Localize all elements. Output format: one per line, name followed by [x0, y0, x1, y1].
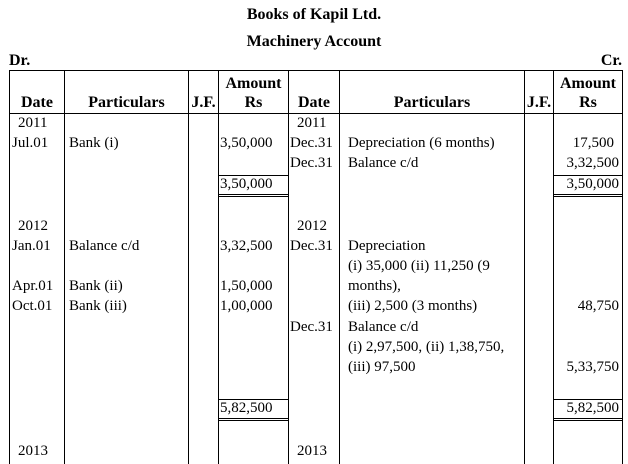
entry-date: Dec.31 [290, 319, 333, 335]
entry-date: Oct.01 [12, 298, 53, 314]
header-amount-unit: Rs [244, 94, 263, 111]
entry-date: Jan.01 [12, 238, 51, 254]
entry-date: Jul.01 [12, 135, 49, 151]
col-divider [9, 70, 10, 464]
company-title: Books of Kapil Ltd. [246, 6, 382, 23]
header-jf: J.F. [526, 94, 552, 111]
entry-amount: 3,32,500 [220, 238, 273, 254]
total-amount: 5,82,500 [220, 400, 273, 416]
year-label: 2011 [297, 115, 327, 131]
credit-label: Cr. [600, 52, 622, 69]
account-title: Machinery Account [246, 33, 382, 50]
entry-amount: 1,50,000 [220, 278, 273, 294]
entry-particulars: Depreciation [348, 238, 426, 254]
header-particulars: Particulars [88, 94, 165, 111]
entry-date: Apr.01 [12, 278, 54, 294]
header-amount: Amount [559, 75, 616, 92]
total-amount: 5,82,500 [566, 400, 619, 416]
total-amount: 3,50,000 [566, 176, 619, 192]
entry-particulars: Balance c/d [69, 238, 140, 254]
year-label: 2013 [297, 443, 327, 459]
entry-particulars: Bank (iii) [69, 298, 127, 314]
header-date: Date [298, 94, 330, 111]
entry-particulars: Bank (ii) [69, 278, 123, 294]
entry-particulars: Balance c/d [348, 319, 419, 335]
col-divider [339, 70, 340, 464]
entry-amount: 5,33,750 [566, 359, 619, 375]
year-label: 2012 [297, 218, 327, 234]
entry-particulars: Balance c/d [348, 155, 419, 171]
entry-date: Dec.31 [290, 135, 333, 151]
header-amount: Amount [225, 75, 282, 92]
header-date: Date [21, 94, 53, 111]
col-divider [288, 70, 289, 464]
entry-particulars: Bank (i) [69, 135, 119, 151]
entry-particulars-detail: (iii) 97,500 [348, 359, 416, 375]
col-divider [64, 70, 65, 464]
col-divider [188, 70, 189, 464]
total-amount: 3,50,000 [220, 176, 273, 192]
entry-amount: 48,750 [577, 298, 619, 314]
entry-particulars-detail: (i) 35,000 (ii) 11,250 (9 [348, 258, 490, 274]
entry-amount: 17,500 [572, 135, 614, 151]
year-label: 2011 [18, 115, 48, 131]
entry-particulars-detail: months), [348, 278, 401, 294]
entry-particulars-detail: (iii) 2,500 (3 months) [348, 298, 478, 314]
header-amount-unit: Rs [579, 94, 597, 111]
entry-date: Dec.31 [290, 155, 333, 171]
header-jf: J.F. [191, 94, 216, 111]
header-particulars: Particulars [393, 94, 471, 111]
year-label: 2012 [18, 218, 48, 234]
entry-particulars: Depreciation (6 months) [348, 135, 495, 151]
entry-date: Dec.31 [290, 238, 333, 254]
table-top-rule [9, 70, 623, 71]
entry-amount: 3,32,500 [566, 155, 619, 171]
col-divider [524, 70, 525, 464]
entry-particulars-detail: (i) 2,97,500, (ii) 1,38,750, [348, 339, 505, 355]
entry-amount: 1,00,000 [220, 298, 273, 314]
debit-label: Dr. [9, 52, 31, 69]
col-divider [622, 70, 623, 464]
year-label: 2013 [18, 443, 48, 459]
entry-amount: 3,50,000 [220, 135, 273, 151]
